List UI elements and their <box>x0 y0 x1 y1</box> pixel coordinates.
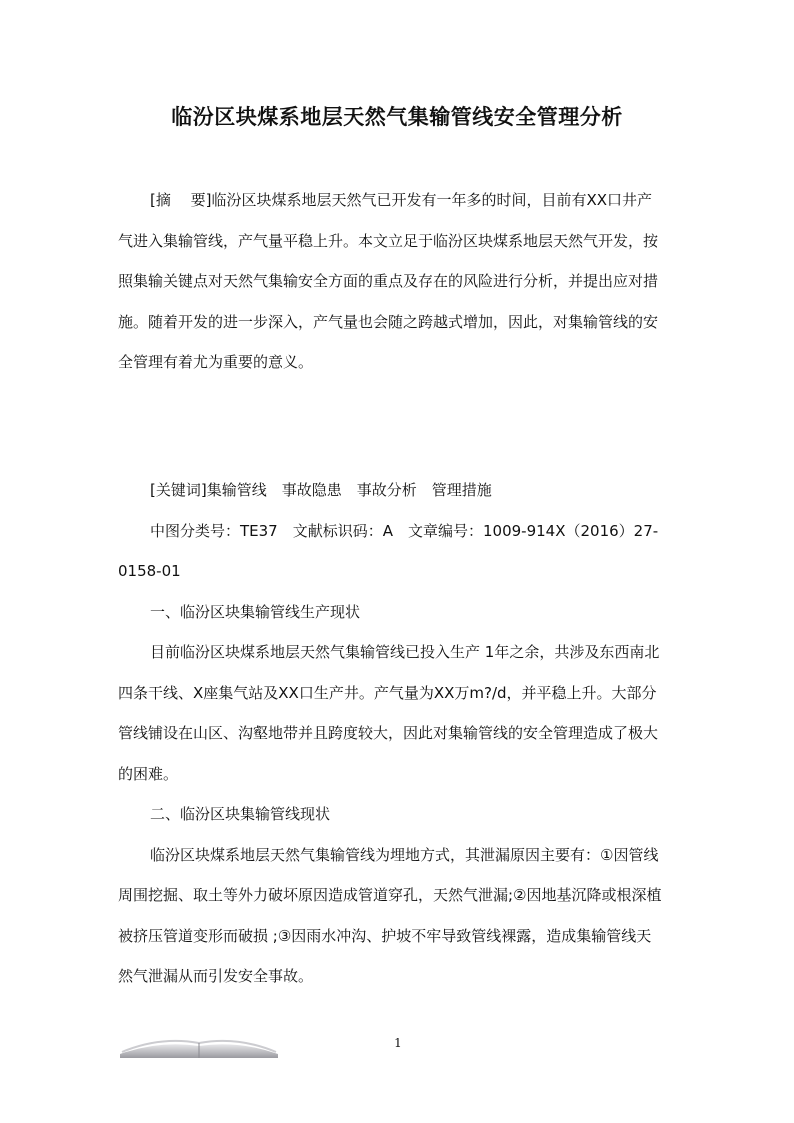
abstract-text: 临汾区块煤系地层天然气已开发有一年多的时间，目前有XX口井产气进入集输管线，产气量平稳上升。本文立足于临汾区块煤系地层天然气开发，按照集输关键点对天然气集输安全方面的重点及存在的风险进行分析，并提出应对措施。随着开发的进一步深入，产气量也会随之跨越式增加，因此，对集输管线的安全管理有着尤为重要的意义。 <box>118 191 659 371</box>
section-heading-1: 一、临汾区块集输管线生产现状 <box>150 602 361 621</box>
section-heading-2: 二、临汾区块集输管线现状 <box>150 805 331 823</box>
abstract-block <box>118 180 666 383</box>
keywords-line: [关键词]集输管线 事故隐患 事故分析 管理措施 <box>150 481 492 499</box>
page-number: 1 <box>394 1036 402 1050</box>
abstract-label: [摘 要] <box>150 191 212 209</box>
abstract-paragraph <box>118 180 666 383</box>
open-book-icon <box>120 1032 278 1058</box>
body-block <box>118 470 666 997</box>
document-title: 临汾区块煤系地层天然气集输管线安全管理分析 <box>171 105 623 129</box>
classification-line: 中图分类号：TE37 文献标识码：A 文章编号：1009-914X（2016）27-0158-01 <box>118 521 659 580</box>
section-paragraph-2: 临汾区块煤系地层天然气集输管线为埋地方式，其泄漏原因主要有：①因管线周围挖掘、取土等外力破坏原因造成管道穿孔，天然气泄漏;②因地基沉降或根深植被挤压管道变形而破损 ;③因雨水冲沟、护坡不牢导致管线裸露，造成集输管线天然气泄漏从而引发安全事故。 <box>118 845 662 985</box>
section-paragraph-1: 目前临汾区块煤系地层天然气集输管线已投入生产 1年之余，共涉及东西南北四条干线、X座集气站及XX口生产井。产气量为XX万m?/d，并平稳上升。大部分管线铺设在山区、沟壑地带并且跨度较大，因此对集输管线的安全管理造成了极大的困难。 <box>118 643 660 783</box>
